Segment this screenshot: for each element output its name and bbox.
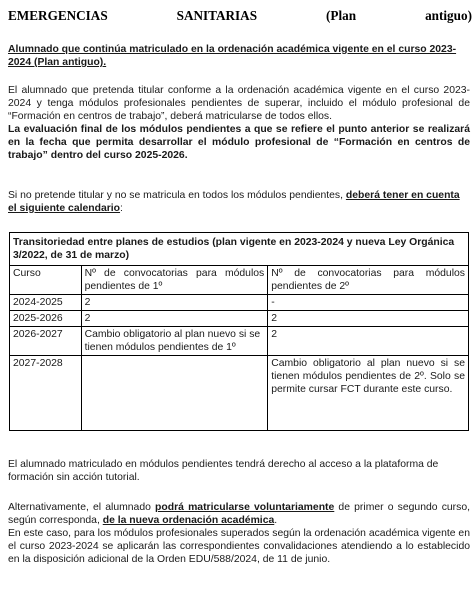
- table-row: [10, 295, 469, 311]
- document-heading: [8, 9, 472, 22]
- table-cell-curso: 2025-2026: [10, 311, 82, 327]
- table-cell-segundo: 2: [268, 327, 469, 356]
- table-header-row: [10, 266, 469, 295]
- table-cell-segundo: 2: [268, 311, 469, 327]
- paragraph-plataforma: El alumnado matriculado en módulos pendientes tendrá derecho al acceso a la plataforma de formación sin acción tutorial.: [8, 459, 439, 483]
- heading-word-antiguo: antiguo): [425, 8, 472, 23]
- table-cell-segundo: Cambio obligatorio al plan nuevo si se tienen módulos pendientes de 2º. Solo se permite cursar FCT durante este curso.: [268, 356, 469, 431]
- table-cell-primero: 2: [81, 311, 268, 327]
- heading-word-emergencias: EMERGENCIAS: [8, 8, 108, 23]
- table-cell-curso: 2026-2027: [10, 327, 82, 356]
- paragraph-alternativa: [8, 501, 470, 566]
- paragraph-calendario-colon: :: [120, 203, 123, 214]
- table-row: [10, 356, 469, 431]
- alternativa-end: .: [274, 515, 278, 526]
- table-cell-primero: [81, 356, 268, 431]
- alternativa-nueva-ordenacion: de la nueva ordenación académica: [102, 515, 275, 526]
- table-header-segundo: Nº de convocatorias para módulos pendientes de 2º: [268, 266, 469, 295]
- paragraph-titular: [8, 84, 470, 162]
- paragraph-titular-text: El alumnado que pretenda titular conforme a la ordenación académica vigente en el curso 2023-2024 y tenga módulos profesionales pendientes de superar, incluido el módulo profesional de “Formación en centros de trabajo”, deberá matricularse de todos ellos.: [8, 85, 470, 122]
- table-cell-primero: 2: [81, 295, 268, 311]
- paragraph-evaluacion-final: La evaluación final de los módulos pendientes a que se refiere el punto anterior se realizará en la fecha que permita desarrollar el módulo profesional de “Formación en centros de trabajo” dentro del curso 2025-2026.: [8, 124, 470, 161]
- table-row: [10, 327, 469, 356]
- table-header-primero: Nº de convocatorias para módulos pendientes de 1º: [81, 266, 268, 295]
- table-row: [10, 311, 469, 327]
- table-header-curso: Curso: [10, 266, 82, 295]
- alternativa-voluntaria: podrá matricularse voluntariamente: [155, 502, 335, 513]
- paragraph-alternativa-text: [8, 501, 470, 527]
- table-cell-segundo: -: [268, 295, 469, 311]
- heading-word-sanitarias: SANITARIAS: [176, 8, 258, 23]
- table-caption-row: [10, 233, 469, 266]
- table-cell-primero: Cambio obligatorio al plan nuevo si se tienen módulos pendientes de 1º: [81, 327, 268, 356]
- paragraph-calendario-emphasis: deberá tener en cuenta el siguiente calendario: [8, 190, 460, 214]
- heading-word-plan: (Plan: [326, 8, 357, 23]
- table-caption: Transitoriedad entre planes de estudios (plan vigente en 2023-2024 y nueva Ley Orgánica 3/2022, de 31 de marzo): [10, 233, 469, 266]
- transition-table: [9, 232, 469, 431]
- alternativa-middle: de primer o segundo curso, según corresponda,: [8, 502, 470, 526]
- paragraph-convalidaciones: En este caso, para los módulos profesionales superados según la ordenación académica vigente en el curso 2023-2024 se aplicarán las correspondientes convalidaciones atendiendo a lo establecido en la disposición adicional de la Orden EDU/588/2024, de 11 de junio.: [8, 528, 470, 565]
- section-subtitle: Alumnado que continúa matriculado en la ordenación académica vigente en el curso 2023-2024 (Plan antiguo).: [8, 44, 457, 68]
- paragraph-calendario-lead: Si no pretende titular y no se matricula en todos los módulos pendientes,: [8, 190, 346, 201]
- table-cell-curso: 2027-2028: [10, 356, 82, 431]
- alternativa-lead: Alternativamente, el alumnado: [8, 502, 156, 513]
- table-cell-curso: 2024-2025: [10, 295, 82, 311]
- paragraph-calendario: [8, 189, 470, 215]
